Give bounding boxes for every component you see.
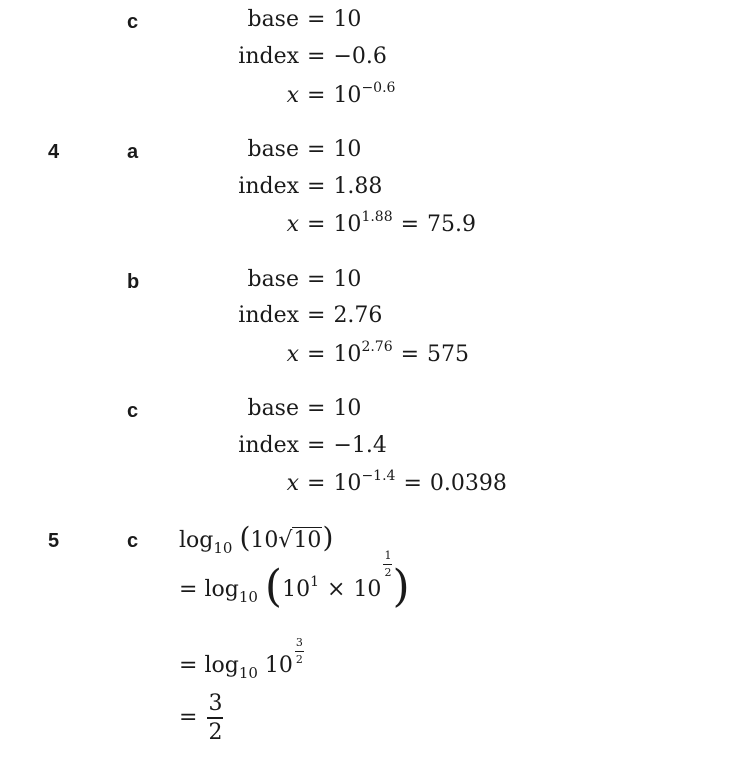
right-paren: ) <box>392 561 410 612</box>
index-equation: index = −1.4 <box>238 433 387 458</box>
equals-sign: = <box>179 577 198 602</box>
log-expression-line-1: $\log_{10} (10√10)$ <box>179 521 334 557</box>
base-equation: base = 10 <box>247 7 362 32</box>
x-equation: $x = 10^{2.76} = 575$ <box>286 339 470 367</box>
sqrt-symbol: √ <box>278 528 293 553</box>
left-paren: ( <box>264 561 283 612</box>
index-equation: index = 2.76 <box>238 303 383 328</box>
base-equation: base = 10 <box>247 396 362 421</box>
index-equation: index = −0.6 <box>238 44 387 69</box>
x-equation: $x = 10^{-0.6}$ <box>286 80 396 108</box>
right-paren: ) <box>322 521 334 554</box>
log-expression-line-4 <box>179 692 226 744</box>
question-number: 5 <box>48 530 60 552</box>
log-expression-line-3: = $\log_{10} 10$ $\frac{3}{2}$ <box>179 636 303 682</box>
x-equation: $x = 10^{1.88} = 75.9$ <box>286 209 477 237</box>
log-expression-line-2: = $\log_{10} (10^1 \times 10$ $\frac{1}{2}$ ) <box>179 549 410 612</box>
result-fraction: $\frac{3}{2}$ <box>208 691 223 746</box>
equals-sign: = <box>179 705 198 731</box>
part-label: c <box>127 530 139 552</box>
base-equation: base = 10 <box>247 267 362 292</box>
part-label: c <box>127 400 139 422</box>
base-equation: base = 10 <box>247 137 362 162</box>
index-equation: index = 1.88 <box>238 174 383 199</box>
part-label: a <box>127 141 139 163</box>
exponent-fraction: $\frac{3}{2}$ <box>295 636 303 667</box>
exponent-fraction: $\frac{1}{2}$ <box>384 549 392 580</box>
part-label: c <box>127 11 139 33</box>
equals-sign: = <box>179 653 198 678</box>
part-label: b <box>127 271 140 293</box>
left-paren: ( <box>239 521 251 554</box>
x-equation: $x = 10^{-1.4} = 0.0398$ <box>286 468 507 496</box>
question-number: 4 <box>48 141 60 163</box>
